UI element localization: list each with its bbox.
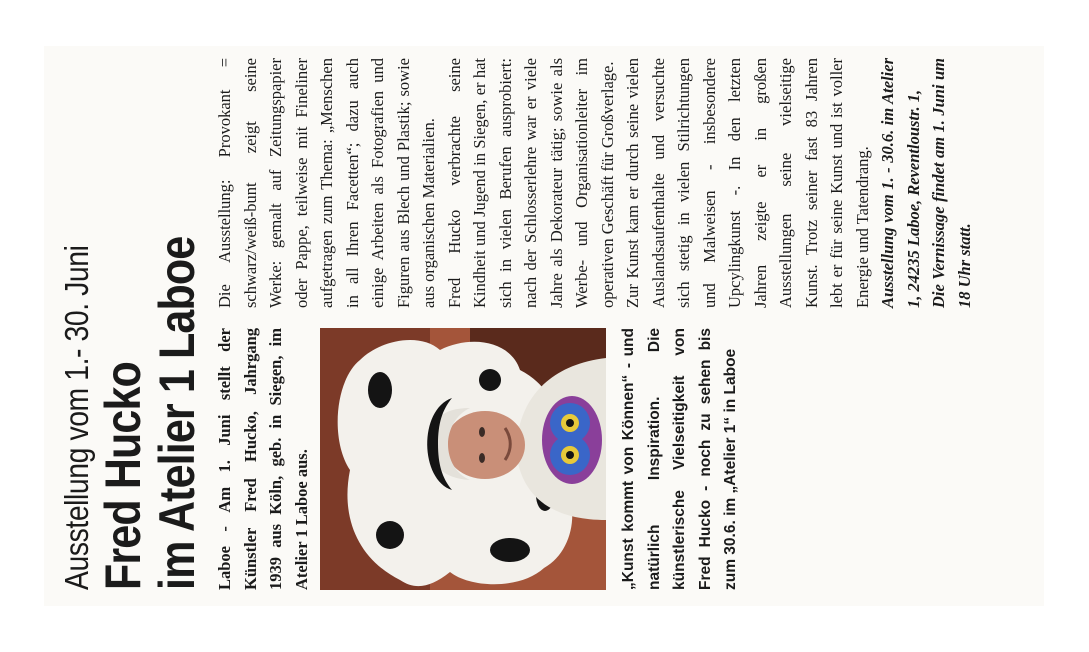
newspaper-clipping (44, 46, 1044, 606)
paragraph-art: Zur Kunst kam er durch seine vielen Auslandsaufenthalte und versuchte sich stetig in vielen Stilrichtungen und Malweisen - insbesondere Upcylingkunst -. In den letzten Jahren zeigte er in großen Ausstellungen seine vielseitige Kunst. Trotz seiner fast 83 Jahren lebt er für seine Kunst und ist voller Energie und Tatendrang. (623, 58, 872, 308)
paragraph-exhibition: Die Ausstellung: Provokant = schwarz/weiß-bunt zeigt seine Werke: gemalt auf Zeitungspapier oder Pappe, teilweise mit Fineliner aufgetragen zum Thema: „Menschen in all Ihren Facetten“; dazu auch einige Arbeiten als Fotografien und Figuren aus Blech und Plastik; sowie aus organischen Materialien. (215, 58, 438, 308)
column-1 (212, 328, 1036, 590)
article-kicker: Ausstellung vom 1.- 30. Juni (58, 245, 95, 590)
vernissage-info: Die Vernissage findet am 1. Juni um 18 Uhr statt. (929, 58, 974, 308)
article-lead: Laboe - Am 1. Juni stellt der Künstler Fred Hucko, Jahrgang 1939 aus Köln, geb. in Siegen, im Atelier 1 Laboe aus. (215, 328, 311, 590)
paragraph-biography: Fred Hucko verbrachte seine Kindheit und Jugend in Siegen, er hat sich in vielen Berufen ausprobiert: nach der Schlosserlehre war er viele Jahre als Dekorateur tätig; sowie als Werbe- und Organisationleiter im operativen Geschäft für Großverlage. (444, 58, 617, 308)
photo-caption: „Kunst kommt von Können“ - und natürlich Inspiration. Die künstlerische Vielseitigkeit von Fred Hucko - noch zu sehen bis zum 30.6. im „Atelier 1“ in Laboe (620, 328, 739, 590)
headline-line-1: Fred Hucko (95, 362, 151, 590)
column-2 (212, 58, 1036, 308)
headline-line-2: im Atelier 1 Laboe (149, 236, 205, 590)
exhibition-info: Ausstellung vom 1. - 30.6. im Atelier 1, 24235 Laboe, Reventloustr. 1, (878, 58, 923, 308)
article-body (212, 58, 1036, 590)
article-photo (320, 328, 606, 590)
photo-icon (320, 328, 606, 590)
